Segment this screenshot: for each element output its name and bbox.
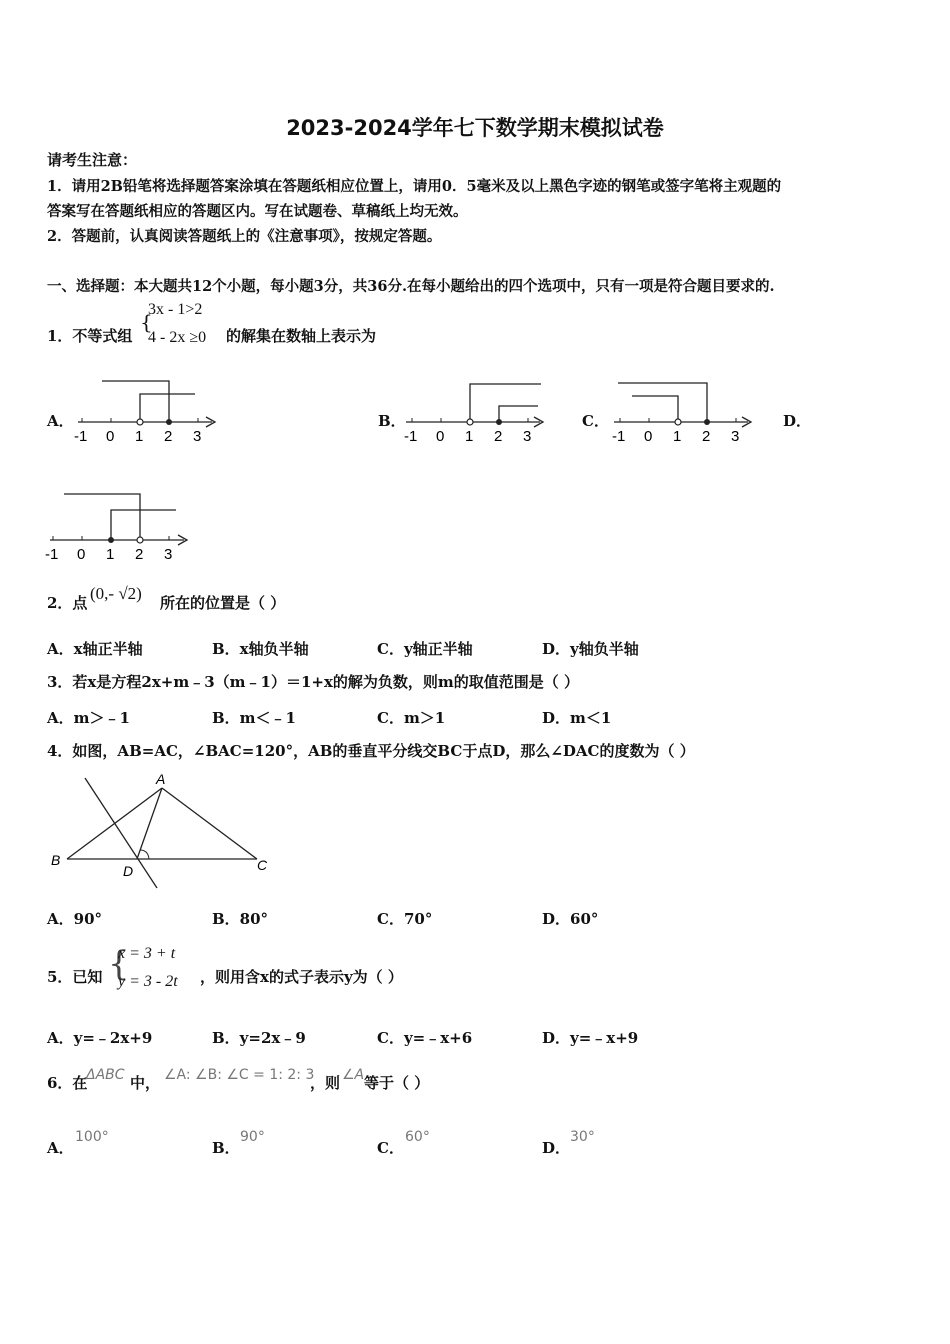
q3-option-d: D．m＜1 — [542, 709, 612, 727]
q5-prefix: 5．已知 — [47, 968, 103, 986]
q1-option-b: B． — [378, 412, 406, 430]
q2-prefix: 2．点 — [47, 594, 88, 612]
tick-label: 2 — [702, 428, 711, 445]
tick-label: 3 — [164, 546, 173, 563]
tick-label: 1 — [106, 546, 115, 563]
q2-point: (0,- √2) — [90, 584, 142, 603]
q2-option-d: D．y轴负半轴 — [542, 640, 639, 658]
q6-mid: 中， — [130, 1074, 161, 1092]
q6-option-c-letter: C． — [377, 1139, 404, 1157]
notice-line2: 2．答题前，认真阅读答题纸上的《注意事项》，按规定答题。 — [47, 228, 442, 245]
q5-option-c: C．y=﹣x+6 — [377, 1029, 473, 1047]
page-title: 2023-2024学年七下数学期末模拟试卷 — [286, 116, 664, 140]
q4-option-b: B．80° — [212, 910, 269, 928]
label-c: C — [257, 857, 268, 873]
tick-label: 1 — [673, 428, 682, 445]
tick-label: 0 — [106, 428, 115, 445]
tick-label: 0 — [644, 428, 653, 445]
q4-option-c: C．70° — [377, 910, 433, 928]
numberline-c — [606, 375, 766, 447]
tick-label: 1 — [135, 428, 144, 445]
q6-prefix: 6．在 — [47, 1074, 88, 1092]
q5-brace: { — [108, 944, 130, 984]
tick-label: 2 — [135, 546, 144, 563]
q1-prefix: 1．不等式组 — [47, 327, 133, 345]
q6-option-a-letter: A． — [47, 1139, 74, 1157]
q1-ineq2: 4 - 2x ≥0 — [148, 329, 207, 346]
q3-option-a: A．m＞﹣1 — [47, 709, 130, 727]
section-heading: 一、选择题：本大题共12个小题，每小题3分，共36分.在每小题给出的四个选项中，只有一项是符合题目要求的. — [47, 278, 775, 295]
tick-label: 3 — [193, 428, 202, 445]
q2-option-c: C．y轴正半轴 — [377, 640, 473, 658]
q6-triangle: ΔABC — [86, 1067, 125, 1083]
q5-option-a: A．y=﹣2x+9 — [47, 1029, 153, 1047]
tick-label: 2 — [494, 428, 503, 445]
label-a: A — [156, 771, 166, 787]
q2-option-a: A．x轴正半轴 — [47, 640, 143, 658]
q6-then: ，则 — [310, 1074, 341, 1092]
q4-option-d: D．60° — [542, 910, 599, 928]
q6-option-a-value: 100° — [75, 1129, 109, 1145]
label-d: D — [123, 863, 134, 879]
q6-suffix: 等于（ ） — [364, 1074, 430, 1092]
q5-option-b: B．y=2x﹣9 — [212, 1029, 306, 1047]
q6-ratio: ∠A: ∠B: ∠C = 1: 2: 3 — [164, 1067, 315, 1083]
q1-suffix: 的解集在数轴上表示为 — [226, 327, 377, 345]
q3-option-c: C．m＞1 — [377, 709, 446, 727]
q1-ineq1: 3x - 1>2 — [148, 301, 203, 318]
q5-suffix: ，则用含x的式子表示y为（ ） — [200, 968, 403, 986]
q5-option-d: D．y=﹣x+9 — [542, 1029, 639, 1047]
label-b: B — [51, 852, 61, 868]
q5-eq1: x = 3 + t — [118, 945, 176, 962]
q6-option-d-letter: D． — [542, 1139, 571, 1157]
q2-suffix: 所在的位置是（ ） — [160, 594, 286, 612]
q6-angle: ∠A — [342, 1067, 365, 1083]
tick-label: 2 — [164, 428, 173, 445]
tick-label: -1 — [45, 546, 59, 563]
tick-label: 3 — [523, 428, 532, 445]
numberline-a — [70, 375, 230, 447]
q5-eq2: y = 3 - 2t — [118, 973, 178, 990]
tick-label: -1 — [404, 428, 418, 445]
q3-text: 3．若x是方程2x+m﹣3（m﹣1）＝1+x的解为负数，则m的取值范围是（ ） — [47, 673, 579, 691]
q3-option-b: B．m＜﹣1 — [212, 709, 296, 727]
q1-option-c: C． — [582, 412, 609, 430]
notice-line1: 1．请用2B铅笔将选择题答案涂填在答题纸相应位置上，请用0．5毫米及以上黑色字迹的钢笔或签字笔将主观题的 — [47, 178, 782, 195]
q4-triangle-figure — [45, 770, 275, 890]
q1-brace: { — [140, 310, 153, 334]
tick-label: -1 — [74, 428, 88, 445]
tick-label: 0 — [77, 546, 86, 563]
tick-label: 1 — [465, 428, 474, 445]
tick-label: 3 — [731, 428, 740, 445]
q4-option-a: A．90° — [47, 910, 103, 928]
numberline-d — [42, 487, 202, 563]
q1-option-a: A． — [47, 412, 74, 430]
q4-text: 4．如图，AB=AC，∠BAC=120°，AB的垂直平分线交BC于点D，那么∠DAC的度数为（ ） — [47, 742, 695, 760]
notice-heading: 请考生注意： — [47, 151, 138, 169]
numberline-b — [398, 375, 558, 447]
q6-option-d-value: 30° — [570, 1129, 595, 1145]
q1-option-d: D． — [783, 412, 812, 430]
tick-label: 0 — [436, 428, 445, 445]
q6-option-c-value: 60° — [405, 1129, 430, 1145]
tick-label: -1 — [612, 428, 626, 445]
q6-option-b-letter: B． — [212, 1139, 240, 1157]
q6-option-b-value: 90° — [240, 1129, 265, 1145]
q2-option-b: B．x轴负半轴 — [212, 640, 309, 658]
notice-line1b: 答案写在答题纸相应的答题区内。写在试题卷、草稿纸上均无效。 — [47, 203, 468, 220]
